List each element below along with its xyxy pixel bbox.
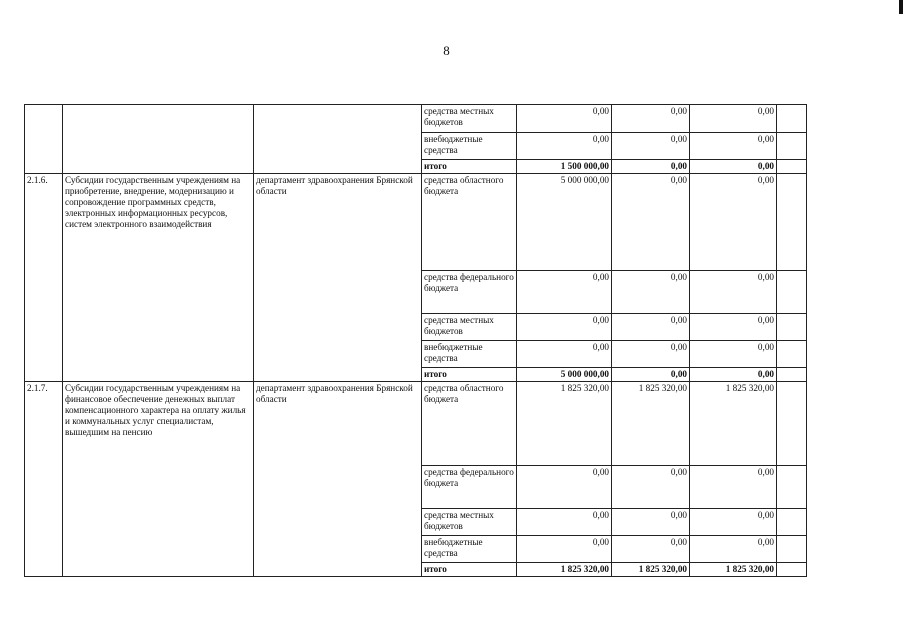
funding-source: средства федерального бюджета bbox=[422, 271, 517, 314]
amount-year-1: 1 825 320,00 bbox=[517, 563, 612, 577]
funding-source: итого bbox=[422, 563, 517, 577]
amount-year-3: 0,00 bbox=[690, 133, 777, 160]
amount-year-2: 0,00 bbox=[612, 271, 690, 314]
funding-source: итого bbox=[422, 368, 517, 382]
item-description: Субсидии государственным учреждениям на приобретение, внедрение, модернизацию и сопровождение программных средств, электронных информационных ресурсов, систем электронного взаимодействия bbox=[63, 174, 254, 382]
item-code: 2.1.6. bbox=[25, 174, 63, 382]
amount-year-3: 0,00 bbox=[690, 105, 777, 133]
description-cell bbox=[63, 105, 254, 174]
empty-cell bbox=[777, 271, 807, 314]
funding-source: внебюджетные средства bbox=[422, 536, 517, 563]
amount-year-2: 0,00 bbox=[612, 509, 690, 536]
empty-cell bbox=[777, 160, 807, 174]
funding-source: внебюджетные средства bbox=[422, 133, 517, 160]
amount-year-2: 0,00 bbox=[612, 160, 690, 174]
code-cell bbox=[25, 105, 63, 174]
amount-year-2: 0,00 bbox=[612, 466, 690, 509]
amount-year-3: 0,00 bbox=[690, 174, 777, 271]
amount-year-1: 0,00 bbox=[517, 341, 612, 368]
amount-year-1: 0,00 bbox=[517, 536, 612, 563]
funding-source: итого bbox=[422, 160, 517, 174]
amount-year-3: 0,00 bbox=[690, 314, 777, 341]
amount-year-1: 0,00 bbox=[517, 509, 612, 536]
funding-source: средства федерального бюджета bbox=[422, 466, 517, 509]
amount-year-1: 5 000 000,00 bbox=[517, 174, 612, 271]
amount-year-1: 0,00 bbox=[517, 314, 612, 341]
amount-year-1: 0,00 bbox=[517, 105, 612, 133]
empty-cell bbox=[777, 382, 807, 466]
amount-year-1: 0,00 bbox=[517, 466, 612, 509]
item-description: Субсидии государственным учреждениям на финансовое обеспечение денежных выплат компенсационного характера на оплату жилья и коммунальных услуг специалистам, вышедшим на пенсию bbox=[63, 382, 254, 577]
amount-year-3: 0,00 bbox=[690, 466, 777, 509]
funding-source: средства областного бюджета bbox=[422, 174, 517, 271]
item-executor: департамент здравоохранения Брянской области bbox=[254, 174, 422, 382]
amount-year-3: 0,00 bbox=[690, 509, 777, 536]
empty-cell bbox=[777, 105, 807, 133]
amount-year-1: 5 000 000,00 bbox=[517, 368, 612, 382]
empty-cell bbox=[777, 536, 807, 563]
page-number: 8 bbox=[443, 43, 450, 58]
funding-source: внебюджетные средства bbox=[422, 341, 517, 368]
amount-year-3: 0,00 bbox=[690, 160, 777, 174]
amount-year-3: 1 825 320,00 bbox=[690, 382, 777, 466]
amount-year-2: 0,00 bbox=[612, 368, 690, 382]
amount-year-2: 0,00 bbox=[612, 314, 690, 341]
empty-cell bbox=[777, 314, 807, 341]
amount-year-3: 0,00 bbox=[690, 271, 777, 314]
table-row bbox=[25, 105, 807, 133]
amount-year-2: 0,00 bbox=[612, 133, 690, 160]
executor-cell bbox=[254, 105, 422, 174]
scan-edge-mark bbox=[899, 0, 903, 14]
amount-year-2: 1 825 320,00 bbox=[612, 382, 690, 466]
funding-source: средства местных бюджетов bbox=[422, 509, 517, 536]
amount-year-2: 0,00 bbox=[612, 341, 690, 368]
empty-cell bbox=[777, 563, 807, 577]
amount-year-1: 0,00 bbox=[517, 271, 612, 314]
empty-cell bbox=[777, 133, 807, 160]
empty-cell bbox=[777, 368, 807, 382]
amount-year-2: 0,00 bbox=[612, 174, 690, 271]
amount-year-2: 1 825 320,00 bbox=[612, 563, 690, 577]
empty-cell bbox=[777, 341, 807, 368]
table-row bbox=[25, 174, 807, 271]
empty-cell bbox=[777, 509, 807, 536]
amount-year-3: 0,00 bbox=[690, 536, 777, 563]
table-row bbox=[25, 382, 807, 466]
amount-year-1: 1 825 320,00 bbox=[517, 382, 612, 466]
funding-source: средства местных бюджетов bbox=[422, 314, 517, 341]
amount-year-3: 1 825 320,00 bbox=[690, 563, 777, 577]
amount-year-3: 0,00 bbox=[690, 368, 777, 382]
amount-year-2: 0,00 bbox=[612, 536, 690, 563]
item-code: 2.1.7. bbox=[25, 382, 63, 577]
budget-table bbox=[24, 104, 807, 577]
amount-year-3: 0,00 bbox=[690, 341, 777, 368]
empty-cell bbox=[777, 174, 807, 271]
funding-source: средства местных бюджетов bbox=[422, 105, 517, 133]
empty-cell bbox=[777, 466, 807, 509]
amount-year-1: 1 500 000,00 bbox=[517, 160, 612, 174]
amount-year-2: 0,00 bbox=[612, 105, 690, 133]
item-executor: департамент здравоохранения Брянской области bbox=[254, 382, 422, 577]
amount-year-1: 0,00 bbox=[517, 133, 612, 160]
funding-source: средства областного бюджета bbox=[422, 382, 517, 466]
